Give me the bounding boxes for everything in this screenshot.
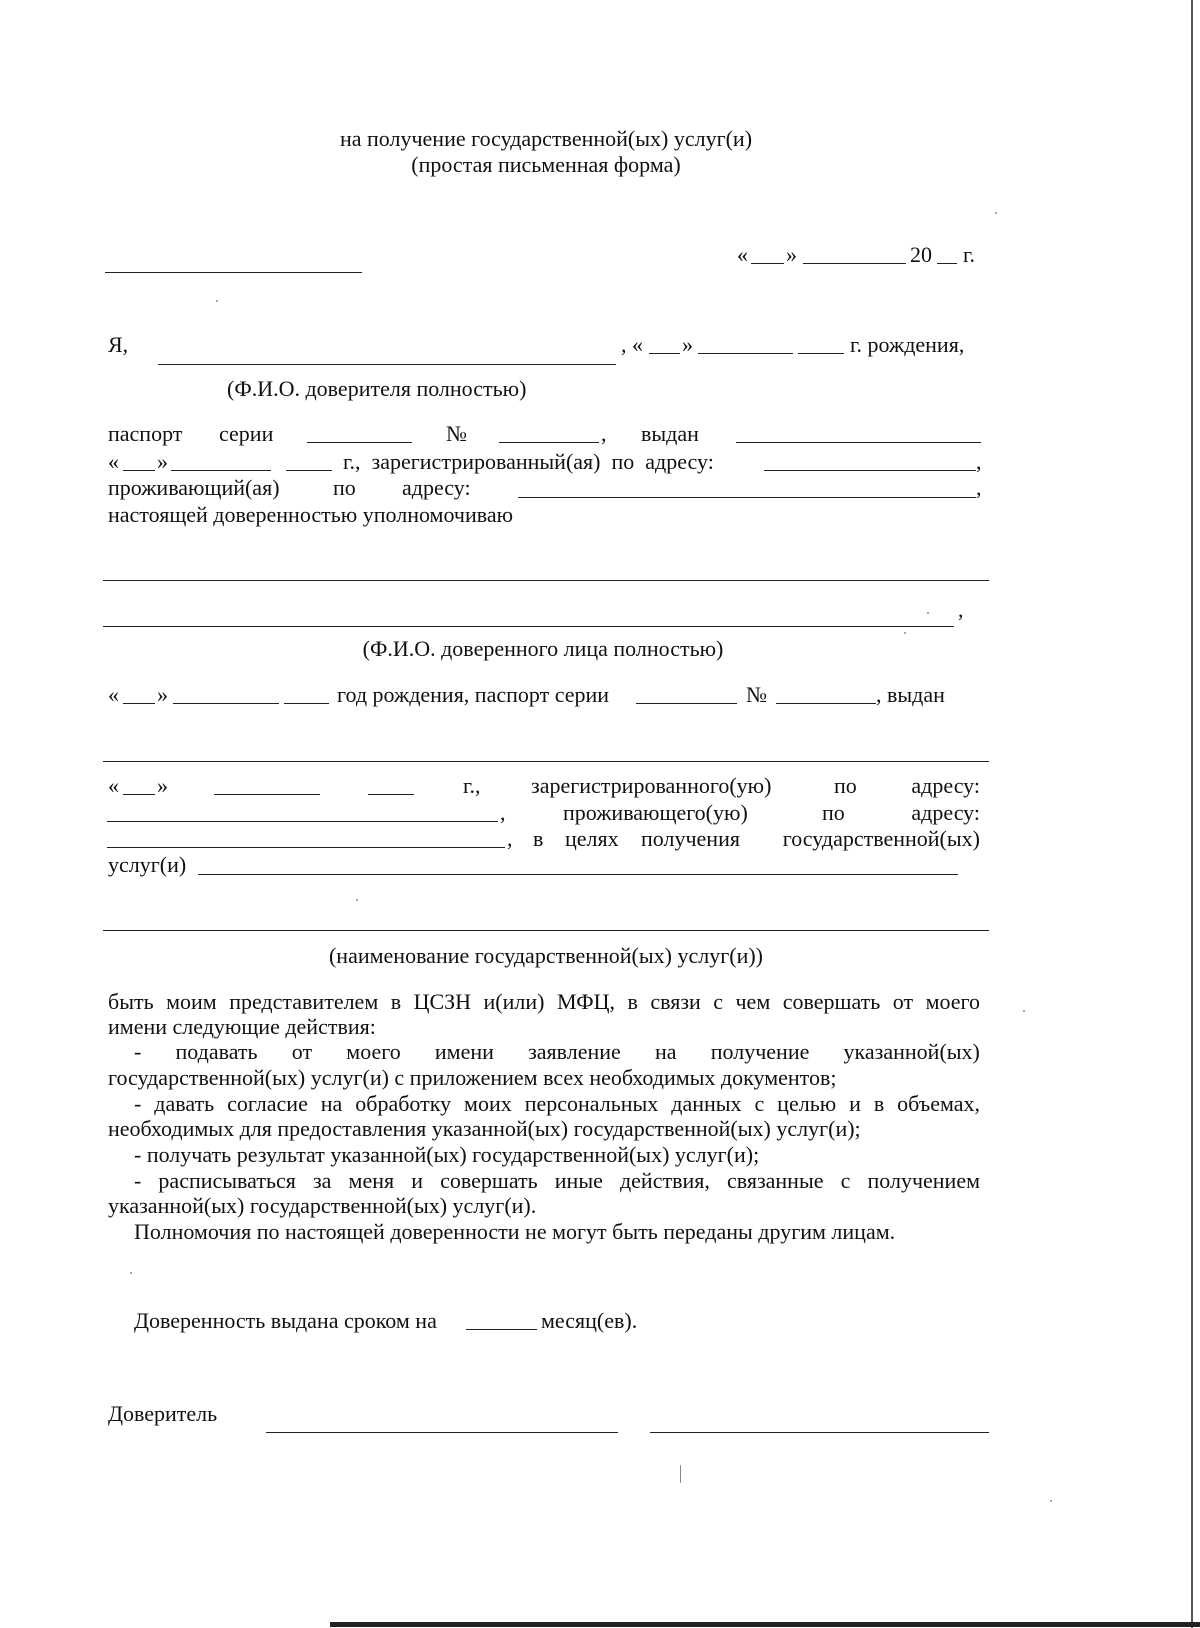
body-line-9: указанной(ых) государственной(ых) услуг(и). [108,1193,537,1218]
po-label: по [333,475,356,500]
services-name-field-1[interactable] [198,874,958,875]
purpose-goals: целях [565,826,619,851]
date-month-field[interactable] [803,263,906,264]
body-line-3-word: имени [434,1039,494,1064]
principal-passport-series-field[interactable] [307,442,412,443]
agent-passport-number-field[interactable] [776,703,876,704]
agent-living-label: проживающего(ую) [563,800,748,825]
agent-registration-address-field[interactable] [107,821,498,822]
date-day-field[interactable] [751,263,784,264]
principal-birth-year-field[interactable] [798,353,844,354]
scan-speck [216,300,218,302]
body-line-5: - давать согласие на обработку моих персональных данных с целью и в объемах, [134,1091,980,1116]
body-line-3-word: на [655,1039,677,1064]
agent-birth-year-field[interactable] [284,703,329,704]
agent-address-label-1: адресу: [911,773,980,798]
principal-living-address-field[interactable] [518,497,976,498]
comma-4: , [958,597,964,622]
principal-name-field[interactable] [158,364,616,365]
issue-month-field[interactable] [171,470,271,471]
principal-close-quote: » [682,332,693,357]
body-line-3-word: получение [710,1039,810,1064]
scan-speck [130,1272,132,1274]
issue-open-quote: « [108,449,119,474]
date-year-prefix: 20 [910,242,932,267]
scan-speck [927,612,929,614]
date-year-suffix: г. [963,242,976,267]
agent-issued-by-field[interactable] [103,761,989,762]
body-line-3-word: заявление [528,1039,621,1064]
principal-birth-month-field[interactable] [698,353,793,354]
principal-passport-number-field[interactable] [499,442,599,443]
agent-issue-open-quote: « [108,773,119,798]
term-suffix: месяц(ев). [541,1308,638,1333]
agent-birth-close-quote: » [157,682,168,707]
date-close-quote: » [786,242,797,267]
agent-name-field-1[interactable] [103,580,989,581]
scan-speck [680,1465,681,1483]
agent-passport-series-field[interactable] [636,703,737,704]
comma-6: , [507,826,513,851]
body-line-3-word: моего [346,1039,401,1064]
agent-caption: (Ф.И.О. доверенного лица полностью) [362,636,724,661]
body-line-2: имени следующие действия: [108,1014,376,1039]
services-label: услуг(и) [108,852,187,877]
body-line-1: быть моим представителем в ЦСЗН и(или) МФЦ, в связи с чем совершать от моего [108,989,980,1014]
agent-issue-year-field[interactable] [368,794,414,795]
number-label: № [446,421,467,446]
agent-po-label-1: по [834,773,857,798]
agent-name-field-2[interactable] [103,626,954,627]
principal-birth-day-field[interactable] [649,353,680,354]
passport-label: паспорт [108,421,183,446]
scan-speck [904,632,906,634]
body-line-6: необходимых для предоставления указанной(ых) государственной(ых) услуг(и); [108,1116,861,1141]
term-prefix: Доверенность выдана сроком на [134,1308,437,1333]
body-line-3-word: - [134,1039,142,1064]
comma-1: , [601,421,607,446]
date-open-quote: « [737,242,748,267]
signature-field[interactable] [266,1432,618,1433]
issue-close-quote: » [157,449,168,474]
principal-i: Я, [108,332,129,357]
issue-year-field[interactable] [286,470,332,471]
comma-2: , [976,449,982,474]
scan-speck [995,212,997,214]
signature-label: Доверитель [108,1401,218,1426]
principal-caption: (Ф.И.О. доверителя полностью) [227,376,527,401]
agent-birth-open-quote: « [108,682,119,707]
issued-label: выдан [641,421,699,446]
body-line-3 [108,1039,980,1065]
agent-living-address-field[interactable] [107,847,505,848]
series-label: серии [219,421,274,446]
issue-day-field[interactable] [123,470,155,471]
body-line-10: Полномочия по настоящей доверенности не могут быть переданы другим лицам. [134,1219,896,1244]
principal-issued-by-field[interactable] [736,442,981,443]
agent-registered-label: зарегистрированного(ую) [531,773,772,798]
scan-speck [356,899,358,901]
purpose-in: в [533,826,544,851]
living-label: проживающий(ая) [108,475,280,500]
agent-issue-close-quote: » [157,773,168,798]
purpose-receiving: получения [641,826,740,851]
body-line-4: государственной(ых) услуг(и) с приложением всех необходимых документов; [108,1065,837,1090]
date-year-field[interactable] [937,263,957,264]
agent-birth-passport-label: год рождения, паспорт серии [337,682,610,707]
scan-speck [1050,1500,1052,1502]
agent-po-label-2: по [822,800,845,825]
agent-g-label: г., [463,773,481,798]
agent-number-label: № [746,682,767,707]
comma-3: , [976,475,982,500]
agent-issue-month-field[interactable] [214,794,320,795]
scan-edge-right [1191,0,1193,1628]
body-line-8: - расписываться за меня и совершать иные действия, связанные с получением [134,1168,980,1193]
body-line-7: - получать результат указанной(ых) государственной(ых) услуг(и); [134,1142,760,1167]
agent-birth-month-field[interactable] [173,703,279,704]
principal-birth-label: г. рождения, [850,332,965,357]
comma-5: , [500,800,506,825]
place-field[interactable] [105,272,362,273]
header-subtitle: (простая письменная форма) [411,152,681,177]
scan-speck [1023,1010,1025,1012]
signature-name-field[interactable] [650,1432,989,1433]
body-line-3-word: подавать [175,1039,258,1064]
body-line-3-word: от [291,1039,313,1064]
scan-edge-bottom [330,1622,1200,1627]
services-caption: (наименование государственной(ых) услуг(и)) [328,943,764,968]
term-months-field[interactable] [466,1329,537,1330]
agent-address-label-2: адресу: [911,800,980,825]
agent-issue-day-field[interactable] [123,794,155,795]
authorize-text: настоящей доверенностью уполномочиваю [108,502,514,527]
agent-issued-label: , выдан [876,682,945,707]
agent-birth-day-field[interactable] [123,703,155,704]
principal-comma-quote: , « [621,332,643,357]
address-label: адресу: [402,475,471,500]
registered-label: г., зарегистрированный(ая) по адресу: [343,449,714,474]
principal-registration-address-field[interactable] [764,470,976,471]
header-title: на получение государственной(ых) услуг(и) [339,126,753,151]
body-line-3-word: указанной(ых) [843,1039,980,1064]
purpose-gov: государственной(ых) [782,826,980,851]
services-name-field-2[interactable] [103,930,989,931]
